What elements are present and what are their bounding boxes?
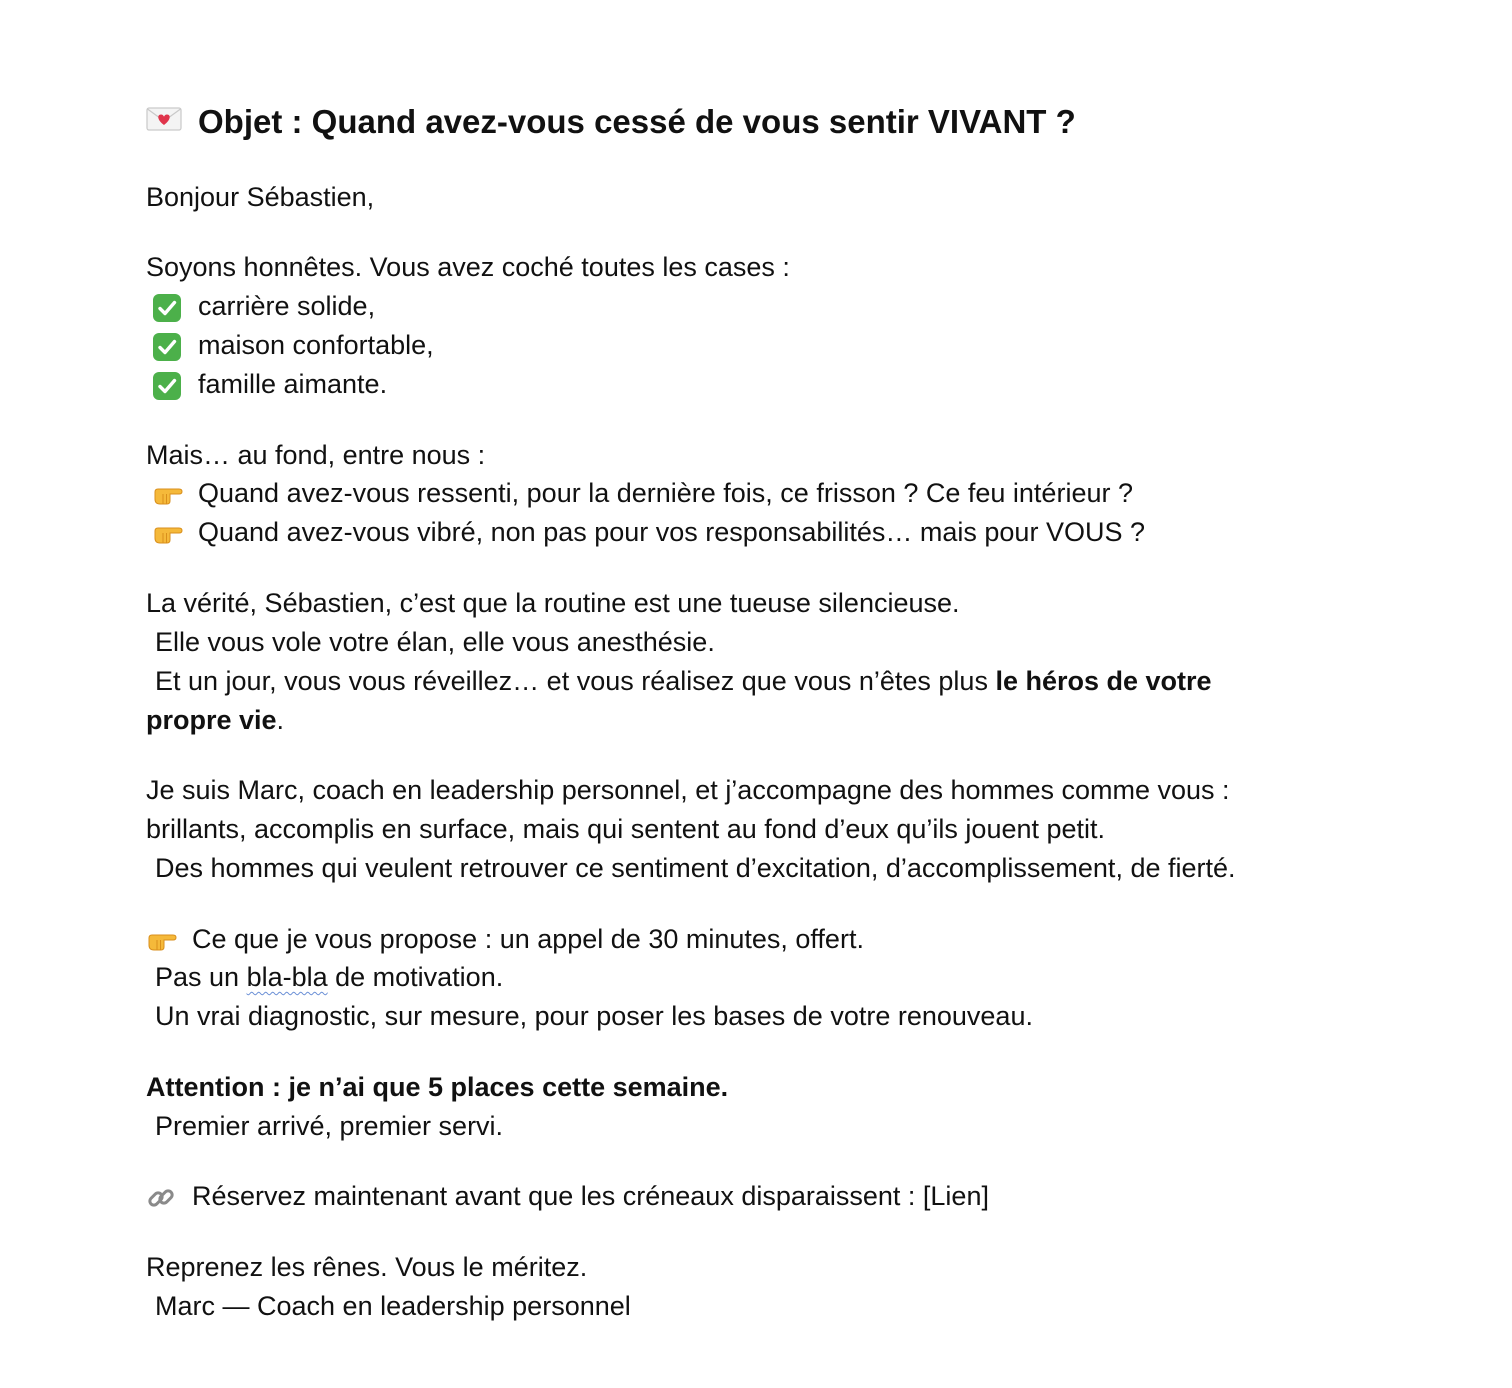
signature: Marc — Coach en leadership personnel [155,1291,631,1321]
offer-line [155,958,503,997]
truth-line-text: . [276,705,285,735]
checklist-item [146,365,387,404]
truth-line-text: Et un jour, vous vous réveillez… et vous réalisez que vous n’êtes plus [155,666,996,696]
urgency-line: Premier arrivé, premier servi. [155,1111,504,1141]
intro-line: brillants, accomplis en surface, mais qui sentent au fond d’eux qu’ils jouent petit. [146,814,1106,844]
truth-line [146,701,284,740]
intro-line: Je suis Marc, coach en leadership personnel, et j’accompagne des hommes comme vous : [146,775,1230,805]
check-mark-button-icon [152,293,190,323]
love-letter-icon [146,99,182,143]
pointing-right-icon [152,523,190,545]
question-text: Quand avez-vous ressenti, pour la dernière fois, ce frisson ? Ce feu intérieur ? [198,478,1133,508]
checklist-item [146,287,375,326]
offer-line [146,920,864,959]
checklist-item-text: maison confortable, [198,330,434,360]
intro-line: Des hommes qui veulent retrouver ce sentiment d’excitation, d’accomplissement, de fierté. [155,853,1236,883]
check-mark-button-icon [152,332,190,362]
pointing-right-icon [152,484,190,506]
cta-text: Réservez maintenant avant que les créneaux disparaissent : [Lien] [192,1181,989,1211]
offer-text: Pas un [155,962,247,992]
offer-text: Ce que je vous propose : un appel de 30 minutes, offert. [192,924,864,954]
question-item [146,513,1145,552]
offer-text: de motivation. [327,962,504,992]
truth-line [155,662,1212,701]
spellcheck-flagged-word[interactable]: bla-bla [246,962,328,992]
pointing-right-icon [146,930,184,952]
question-text: Quand avez-vous vibré, non pas pour vos responsabilités… mais pour VOUS ? [198,517,1145,547]
checklist-item-text: carrière solide, [198,291,376,321]
email-subject [146,100,1076,144]
questions-intro: Mais… au fond, entre nous : [146,440,486,470]
truth-line: La vérité, Sébastien, c’est que la routine est une tueuse silencieuse. [146,588,960,618]
check-mark-button-icon [152,371,190,401]
checklist-item [146,326,434,365]
question-item [146,474,1133,513]
urgency-line [146,1068,728,1107]
cta-line [146,1177,989,1216]
closing-line: Reprenez les rênes. Vous le méritez. [146,1252,588,1282]
truth-emphasis: le héros de votre [995,666,1212,696]
checklist-item-text: famille aimante. [198,369,388,399]
urgency-emphasis: Attention : je n’ai que 5 places cette semaine. [146,1072,729,1102]
subject-text: Objet : Quand avez-vous cessé de vous sentir VIVANT ? [198,103,1076,140]
checklist-intro: Soyons honnêtes. Vous avez coché toutes les cases : [146,252,790,282]
truth-emphasis: propre vie [146,705,277,735]
link-icon [146,1183,184,1213]
greeting: Bonjour Sébastien, [146,182,375,212]
offer-line: Un vrai diagnostic, sur mesure, pour poser les bases de votre renouveau. [155,1001,1033,1031]
truth-line: Elle vous vole votre élan, elle vous anesthésie. [155,627,715,657]
